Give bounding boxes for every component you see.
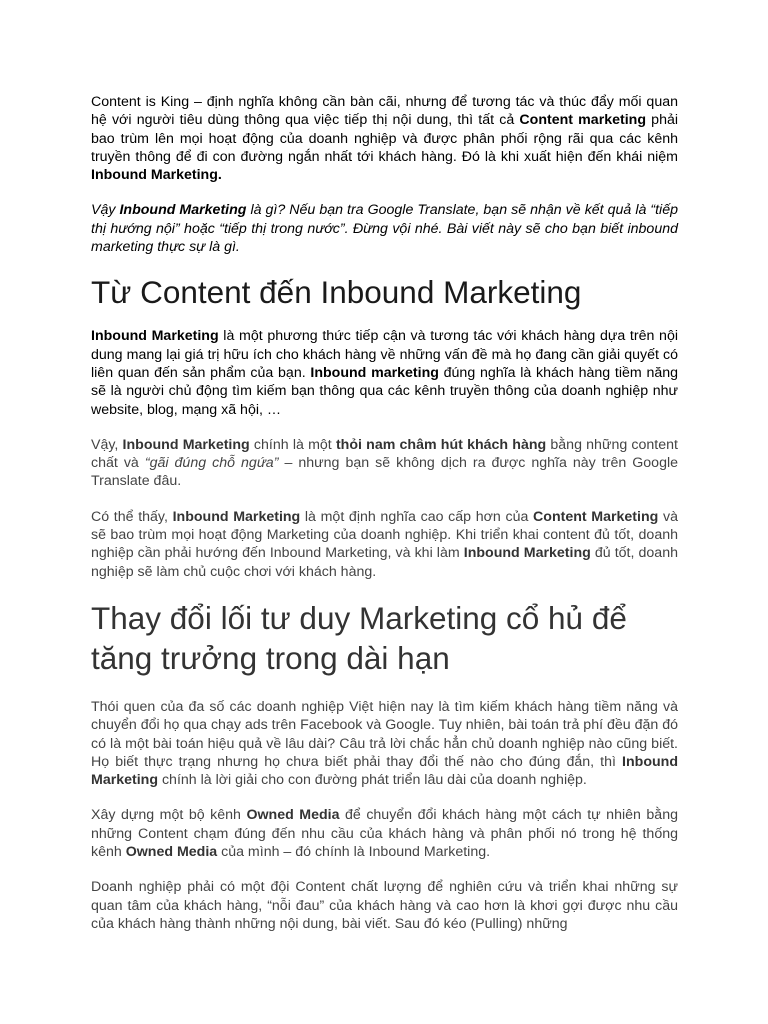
bold-term: Inbound marketing [310,364,439,381]
italic-phrase: “gãi đúng chỗ ngứa” [144,455,279,472]
text-run: đúng nghĩa là khách hàng tiềm năng sẽ là người chủ động tìm kiếm bạn thông qua các kênh truyền thông của doanh nghiệp như website, blog, mạng xã hội, … [91,364,679,418]
text-run: Vậy [91,202,120,219]
magnet-paragraph [91,436,678,491]
comparison-paragraph [91,508,678,581]
text-run: Có thể thấy, [91,508,173,525]
heading-change-mindset: Thay đổi lối tư duy Marketing cổ hủ để tăng trưởng trong dài hạn [91,599,627,676]
bold-term: Content Marketing [533,508,659,525]
habit-paragraph [91,698,678,789]
bold-term: Inbound Marketing [119,202,247,219]
bold-term: Inbound Marketing [122,436,250,453]
text-run: và sẽ bao trùm mọi hoạt động Marketing của doanh nghiệp. Khi triển khai content đủ tốt, doanh nghiệp cần phải hướng đến Inbound Marketing, và khi làm [91,508,678,562]
text-run: Thói quen của đa số các doanh nghiệp Việt hiện nay là tìm kiếm khách hàng tiềm năng và chuyển đổi họ qua chạy ads trên Facebook và Google. Tuy nhiên, bài toán trả phí đều đặn đó có là một bài toán hiệu quả về lâu dài? Câu trả lời chắc hẳn chủ doanh nghiệp nào cũng biết. Họ biết thực trạng nhưng họ chưa biết phải thay đổi thế nào cho đúng đắn, thì [91,698,678,770]
intro-paragraph [91,93,678,184]
text-run: để chuyển đổi khách hàng một cách tự nhiên bằng những Content chạm đúng đến nhu cầu của khách hàng và phân phối nó trong hệ thống kênh [91,807,678,861]
text-run: chính là một [249,436,336,453]
question-paragraph [91,201,678,256]
owned-media-paragraph [91,806,678,861]
text-run: bằng những content chất và [91,436,678,472]
text-run: đủ tốt, doanh nghiệp sẽ làm chủ cuộc chơi với khách hàng. [91,545,678,580]
bold-term: Owned Media [246,807,340,824]
text-run: Vậy, [91,436,123,453]
bold-term: Inbound Marketing [91,753,678,789]
text-run: chính là lời giải cho con đường phát triển lâu dài của doanh nghiệp. [158,772,587,789]
text-run: là gì? Nếu bạn tra Google Translate, bạn sẽ nhận về kết quả là “tiếp thị hướng nội” hoặc “tiếp thị trong nước”. Đừng vội nhé. Bài viết này sẽ cho bạn biết inbound marketing thực sự là gì. [91,202,678,256]
content-team-paragraph [91,878,678,933]
document-page [91,93,678,950]
bold-term: Owned Media [125,844,218,861]
text-run: Doanh nghiệp phải có một đội Content chất lượng để nghiên cứu và triển khai những sự quan tâm của khách hàng, “nỗi đau” của khách hàng và cao hơn là khơi gợi được nhu cầu của khách hàng thành những nội dung, bài viết. Sau đó kéo (Pulling) những [91,879,678,932]
heading-content-to-inbound: Từ Content đến Inbound Marketing [91,274,582,311]
definition-paragraph [91,327,678,418]
bold-term: Content marketing [519,112,646,129]
text-run: Xây dựng một bộ kênh [91,807,247,824]
text-run: phải bao trùm lên mọi hoạt động của doanh nghiệp và được phân phối rộng rãi qua các kênh truyền thông để đi con đường ngắn nhất tới khách hàng. Đó là khi xuất hiện đến khái niệm [91,112,679,165]
text-run: là một phương thức tiếp cận và tương tác với khách hàng dựa trên nội dung mang lại giá trị hữu ích cho khách hàng về những vấn đề mà họ đang cần giải quyết có liên quan đến sản phẩm của bạn. [91,328,678,381]
text-run: – nhưng bạn sẽ không dịch ra được nghĩa này trên Google Translate đâu. [91,455,678,490]
bold-term: Inbound Marketing [463,545,591,562]
text-run: là một định nghĩa cao cấp hơn của [300,508,534,525]
text-run: của mình – đó chính là Inbound Marketing. [217,844,491,861]
bold-term: Inbound Marketing. [91,167,222,184]
bold-term: Inbound Marketing [172,508,301,525]
bold-term: Inbound Marketing [91,328,219,345]
bold-term: thỏi nam châm hút khách hàng [335,436,547,453]
text-run: Content is King – định nghĩa không cần bàn cãi, nhưng để tương tác và thúc đẩy mối quan hệ với người tiêu dùng thông qua việc tiếp thị nội dung, thì tất cả [91,94,678,129]
